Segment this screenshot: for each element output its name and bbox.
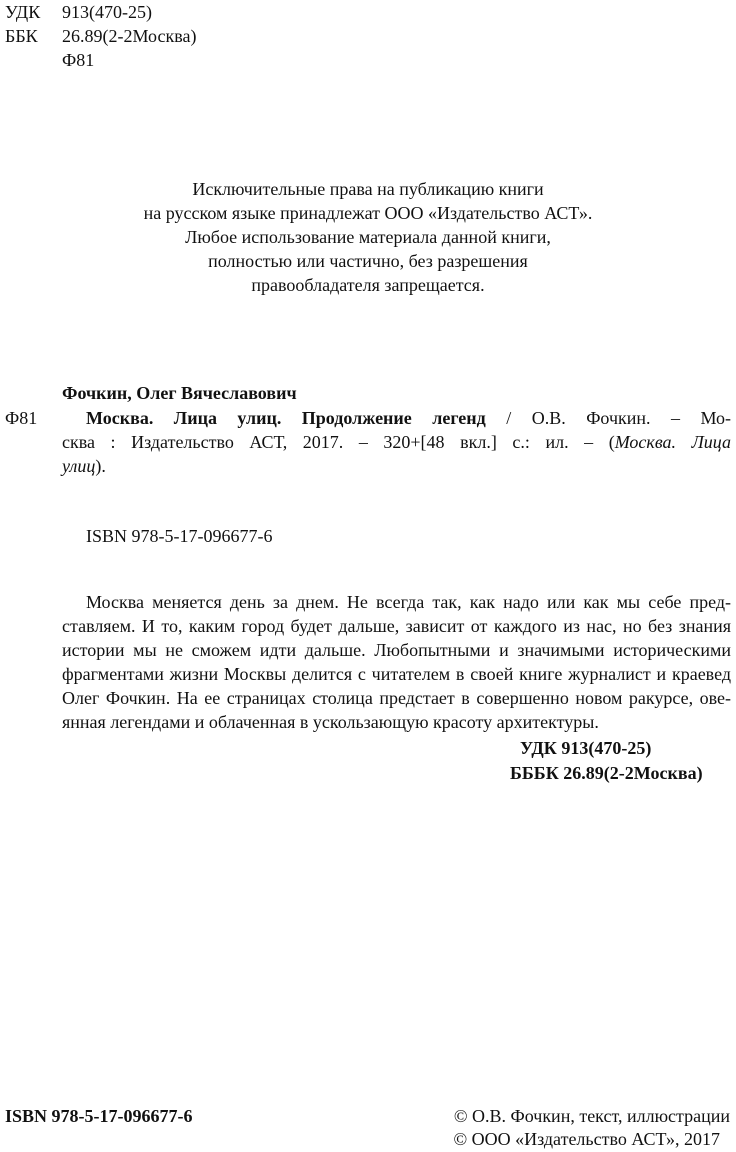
udk-bottom: УДК 913(470-25) xyxy=(520,738,652,758)
udk-value: 913(470-25) xyxy=(62,2,152,22)
annotation-line: Олег Фочкин. На ее страницах столица предстает в совершенно новом ракурсе, ове- xyxy=(62,688,731,708)
bbk-bottom: БББК 26.89(2-2Москва) xyxy=(510,763,703,783)
bibliographic-line-2 xyxy=(62,430,731,454)
bibliographic-responsibility: / О.В. Фочкин. – Мо- xyxy=(485,408,732,428)
author-code-top: Ф81 xyxy=(62,50,95,70)
book-title: Москва. Лица улиц. Продолжение легенд xyxy=(86,408,486,428)
bbk-value: 26.89(2-2Москва) xyxy=(62,26,197,46)
bibliographic-continuation xyxy=(62,430,731,478)
isbn-line: ISBN 978-5-17-096677-6 xyxy=(86,526,273,546)
copyright-author: © О.В. Фочкин, текст, иллюстрации xyxy=(453,1106,730,1126)
series-title-part: Москва. Лица xyxy=(614,432,731,452)
copyright-notice-line: полностью или частично, без разрешения xyxy=(208,251,528,271)
annotation-line: истории мы не сможем идти дальше. Любопытными и значимыми историческими xyxy=(62,640,731,660)
bibliographic-description xyxy=(86,406,731,430)
bbk-label: ББК xyxy=(5,26,38,46)
annotation-line: ставляем. И то, каким город будет дальше, зависит от каждого из нас, но без знания xyxy=(62,616,731,636)
bibliographic-end: ). xyxy=(95,456,106,476)
bibliographic-imprint: сква : Издательство АСТ, 2017. – 320+[48 вкл.] с.: ил. – ( xyxy=(62,432,615,452)
copyright-notice-line: Исключительные права на публикацию книги xyxy=(192,179,544,199)
author-code: Ф81 xyxy=(5,408,38,428)
bibliographic-line-3 xyxy=(62,454,731,478)
copyright-notice xyxy=(0,177,736,297)
annotation-line: янная легендами и облаченная в ускользающую красоту архитектуры. xyxy=(62,712,599,732)
annotation xyxy=(62,590,731,734)
copyright-notice-line: Любое использование материала данной книги, xyxy=(185,227,551,247)
footer-isbn: ISBN 978-5-17-096677-6 xyxy=(5,1106,193,1126)
annotation-line: Москва меняется день за днем. Не всегда так, как надо или как мы себе пред- xyxy=(86,592,731,612)
copyright-notice-line: правообладателя запрещается. xyxy=(251,275,485,295)
series-title-end: улиц xyxy=(62,456,96,476)
annotation-line: фрагментами жизни Москвы делится с читателем в своей книге журналист и краевед xyxy=(62,664,731,684)
copyright-notice-line: на русском языке принадлежат ООО «Издательство АСТ». xyxy=(143,203,593,223)
author-heading: Фочкин, Олег Вячеславович xyxy=(62,383,297,403)
copyright-publisher: © ООО «Издательство АСТ», 2017 xyxy=(453,1129,720,1149)
bibliographic-line-1 xyxy=(86,406,731,430)
udk-label: УДК xyxy=(5,2,41,22)
